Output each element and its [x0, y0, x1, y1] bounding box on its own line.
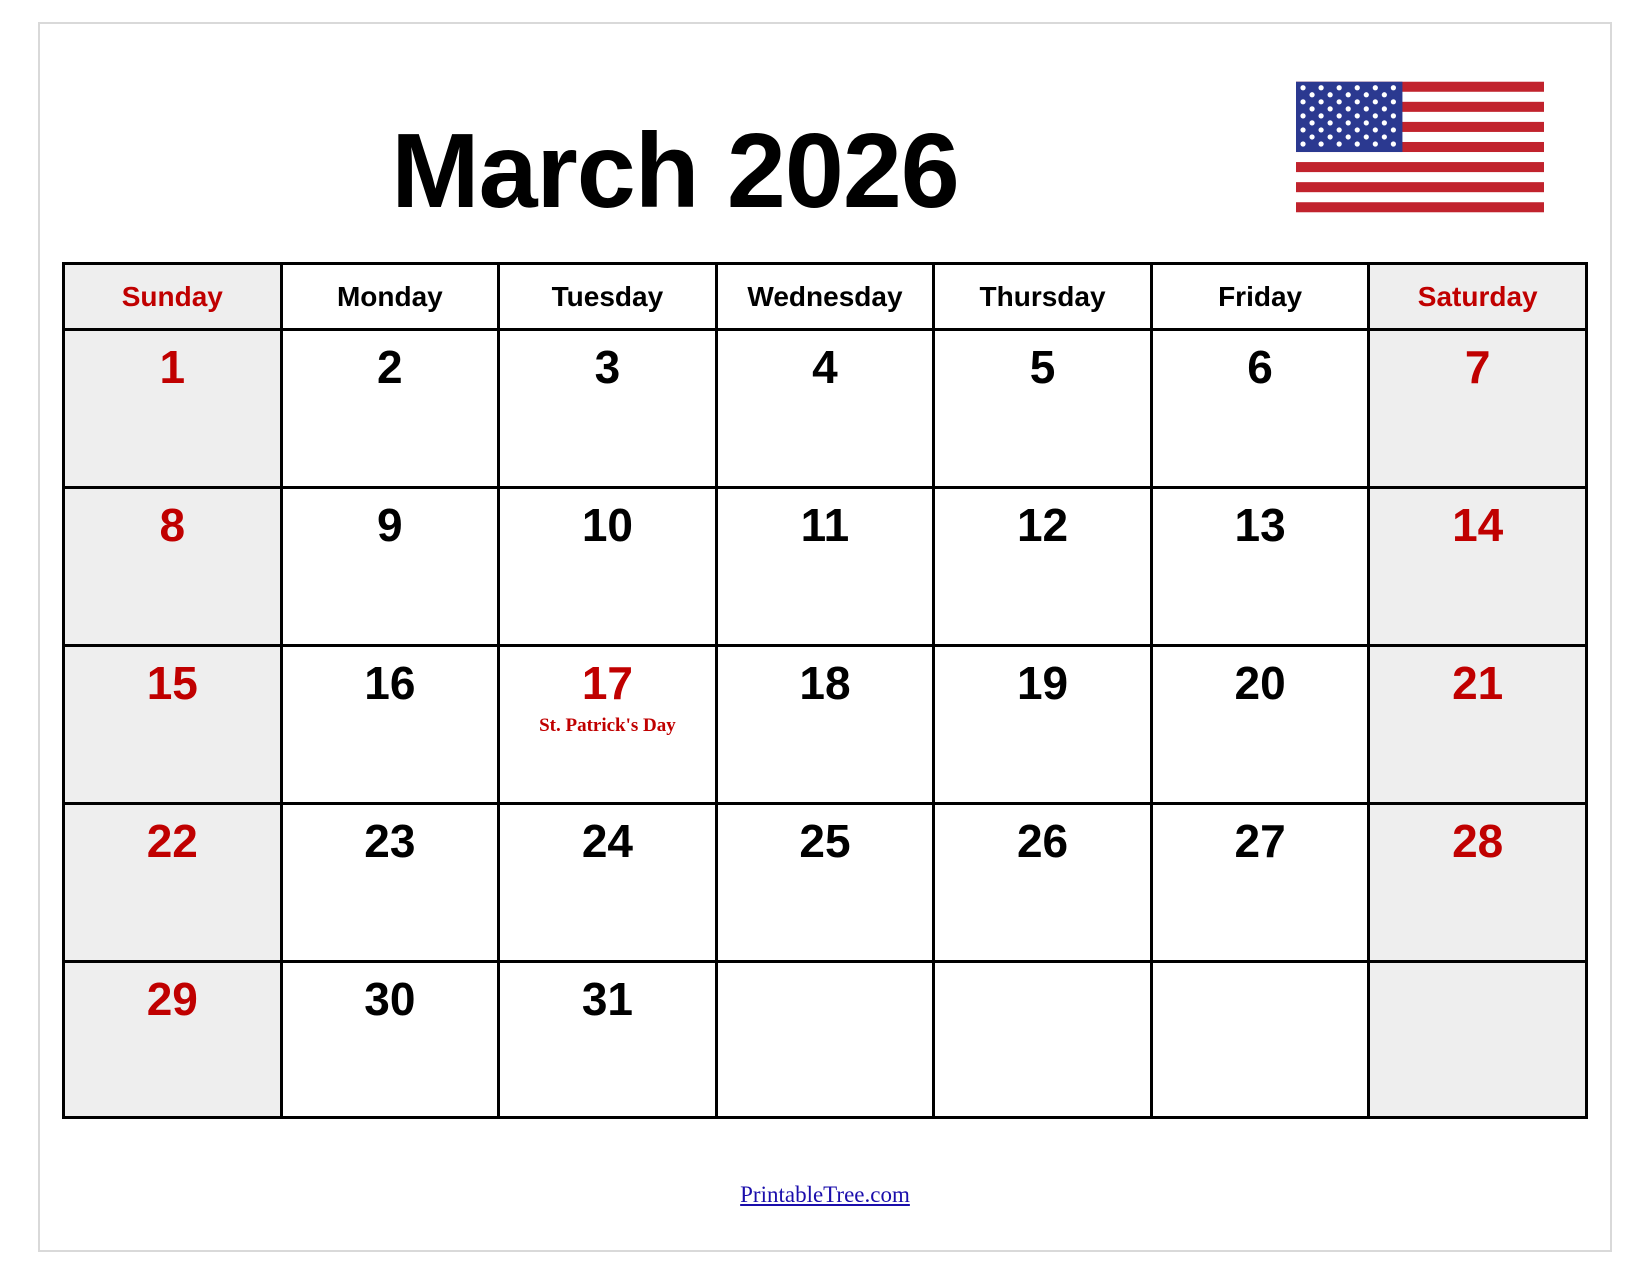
day-number: 7 [1464, 341, 1491, 393]
day-cell[interactable] [934, 488, 1152, 646]
day-cell[interactable] [716, 962, 934, 1118]
day-number: 14 [1452, 499, 1504, 551]
day-cell[interactable] [934, 962, 1152, 1118]
page-title: March 2026 [391, 112, 959, 230]
day-number: 10 [581, 499, 633, 551]
weekday-header-monday: Monday [281, 264, 499, 330]
day-cell[interactable] [499, 962, 717, 1118]
calendar-week-row [64, 488, 1587, 646]
calendar-grid [62, 262, 1588, 1119]
day-number [718, 963, 933, 975]
weekday-header-tuesday: Tuesday [499, 264, 717, 330]
day-number: 6 [1247, 341, 1273, 393]
day-cell[interactable] [499, 646, 717, 804]
day-number: 26 [1016, 815, 1069, 867]
weekday-header-wednesday: Wednesday [716, 264, 934, 330]
day-number: 3 [594, 341, 621, 393]
day-cell[interactable] [64, 804, 282, 962]
day-number: 13 [1234, 499, 1286, 551]
day-cell[interactable] [64, 962, 282, 1118]
day-cell[interactable] [499, 804, 717, 962]
day-number: 1 [159, 341, 186, 393]
day-cell[interactable] [499, 330, 717, 488]
day-number: 12 [1016, 499, 1069, 551]
day-event: St. Patrick's Day [539, 715, 676, 737]
day-number: 11 [800, 499, 850, 551]
day-cell[interactable] [716, 646, 934, 804]
weekday-header-saturday: Saturday [1369, 264, 1587, 330]
day-cell[interactable] [1369, 330, 1587, 488]
day-number: 19 [1016, 657, 1069, 709]
weekday-header-row [64, 264, 1587, 330]
day-number: 18 [799, 657, 851, 709]
calendar-week-row [64, 962, 1587, 1118]
day-number: 9 [377, 499, 403, 551]
calendar-header [60, 40, 1590, 250]
day-cell[interactable] [64, 488, 282, 646]
day-cell[interactable] [499, 488, 717, 646]
footer-website-link[interactable]: PrintableTree.com [740, 1182, 910, 1207]
day-number: 21 [1452, 657, 1504, 709]
weekday-header-sunday: Sunday [64, 264, 282, 330]
us-flag-icon [1296, 52, 1544, 242]
weekday-header-thursday: Thursday [934, 264, 1152, 330]
day-cell[interactable] [716, 488, 934, 646]
day-number [935, 963, 1150, 975]
day-cell[interactable] [281, 804, 499, 962]
day-cell[interactable] [1151, 330, 1369, 488]
day-cell[interactable] [934, 646, 1152, 804]
day-number: 29 [146, 973, 198, 1025]
day-cell[interactable] [1369, 646, 1587, 804]
day-number: 20 [1234, 657, 1286, 709]
day-number [1153, 963, 1368, 975]
calendar-week-row [64, 804, 1587, 962]
day-cell[interactable] [716, 804, 934, 962]
day-cell[interactable] [934, 330, 1152, 488]
day-cell[interactable] [281, 962, 499, 1118]
day-cell[interactable] [1369, 488, 1587, 646]
day-cell[interactable] [281, 488, 499, 646]
day-number: 4 [812, 341, 838, 393]
day-number: 17 [581, 657, 633, 709]
day-cell[interactable] [934, 804, 1152, 962]
day-number: 22 [146, 815, 198, 867]
day-number: 2 [377, 341, 403, 393]
day-number: 23 [364, 815, 416, 867]
weekday-header-friday: Friday [1151, 264, 1369, 330]
day-number: 5 [1029, 341, 1056, 393]
day-number [1370, 963, 1585, 975]
day-cell[interactable] [716, 330, 934, 488]
footer [0, 1182, 1650, 1208]
day-number: 28 [1452, 815, 1504, 867]
day-cell[interactable] [1369, 962, 1587, 1118]
day-cell[interactable] [1151, 646, 1369, 804]
day-number: 8 [159, 499, 186, 551]
day-cell[interactable] [1151, 804, 1369, 962]
calendar-week-row [64, 646, 1587, 804]
day-number: 30 [364, 973, 416, 1025]
day-cell[interactable] [281, 330, 499, 488]
day-number: 16 [364, 657, 416, 709]
day-cell[interactable] [281, 646, 499, 804]
day-cell[interactable] [1151, 488, 1369, 646]
day-number: 25 [799, 815, 851, 867]
day-cell[interactable] [64, 330, 282, 488]
day-cell[interactable] [1369, 804, 1587, 962]
day-number: 27 [1234, 815, 1286, 867]
day-number: 15 [146, 657, 198, 709]
calendar-week-row [64, 330, 1587, 488]
day-cell[interactable] [1151, 962, 1369, 1118]
day-number: 24 [581, 815, 633, 867]
day-cell[interactable] [64, 646, 282, 804]
day-number: 31 [581, 973, 633, 1025]
